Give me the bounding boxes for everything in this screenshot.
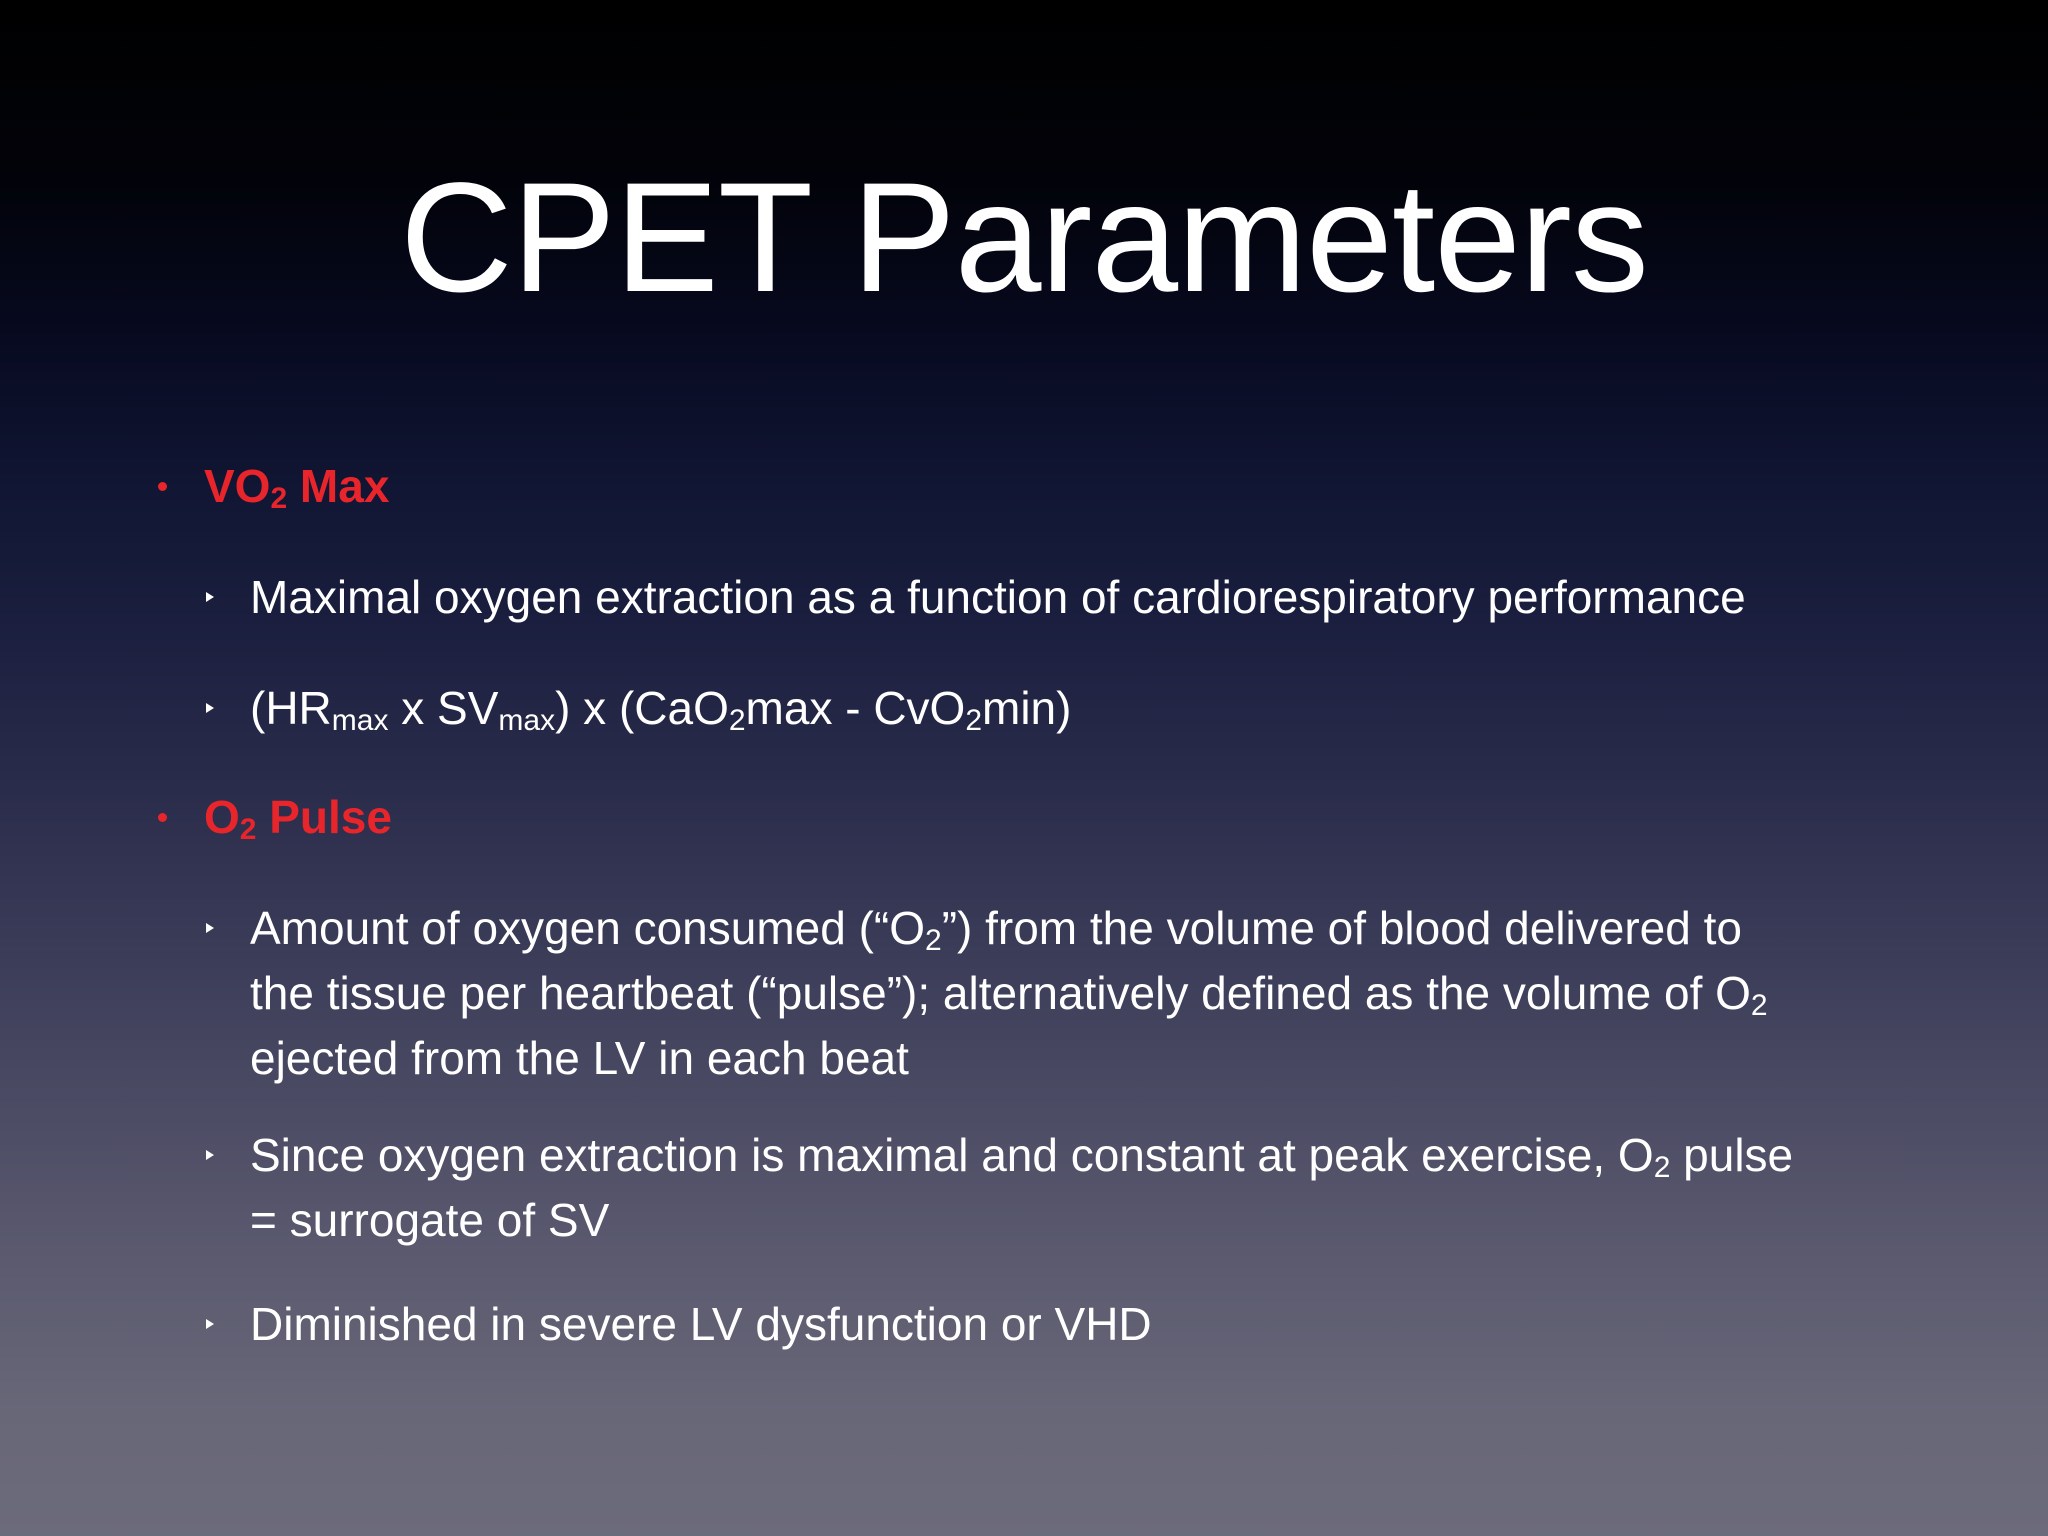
section-heading-text: VO2 Max bbox=[204, 460, 390, 515]
bullet-line: = surrogate of SV bbox=[250, 1194, 610, 1246]
bullet-arrow-icon bbox=[206, 1150, 214, 1160]
bullet-text: Diminished in severe LV dysfunction or VHD bbox=[250, 1298, 1152, 1350]
bullet-text: (HRmax x SVmax) x (CaO2max - CvO2min) bbox=[250, 682, 1072, 737]
bullet-line: Amount of oxygen consumed (“O2”) from the volume of blood delivered to bbox=[250, 902, 1742, 957]
bullet-line: ejected from the LV in each beat bbox=[250, 1032, 909, 1084]
bullet-dot-icon bbox=[158, 813, 167, 822]
bullet-text bbox=[250, 1126, 1793, 1249]
bullet-dot-icon bbox=[158, 482, 167, 491]
bullet-arrow-icon bbox=[206, 923, 214, 933]
slide-title: CPET Parameters bbox=[400, 151, 1648, 325]
bullet-line: the tissue per heartbeat (“pulse”); alternatively defined as the volume of O2 bbox=[250, 967, 1768, 1022]
bullet-line: Since oxygen extraction is maximal and constant at peak exercise, O2 pulse bbox=[250, 1129, 1794, 1184]
bullet-arrow-icon bbox=[206, 703, 214, 713]
bullet-text: Maximal oxygen extraction as a function of cardiorespiratory performance bbox=[250, 571, 1746, 623]
bullet-arrow-icon bbox=[206, 1319, 214, 1329]
bullet-text bbox=[250, 899, 1768, 1087]
section-heading-text: O2 Pulse bbox=[204, 791, 392, 846]
bullet-arrow-icon bbox=[206, 592, 214, 602]
